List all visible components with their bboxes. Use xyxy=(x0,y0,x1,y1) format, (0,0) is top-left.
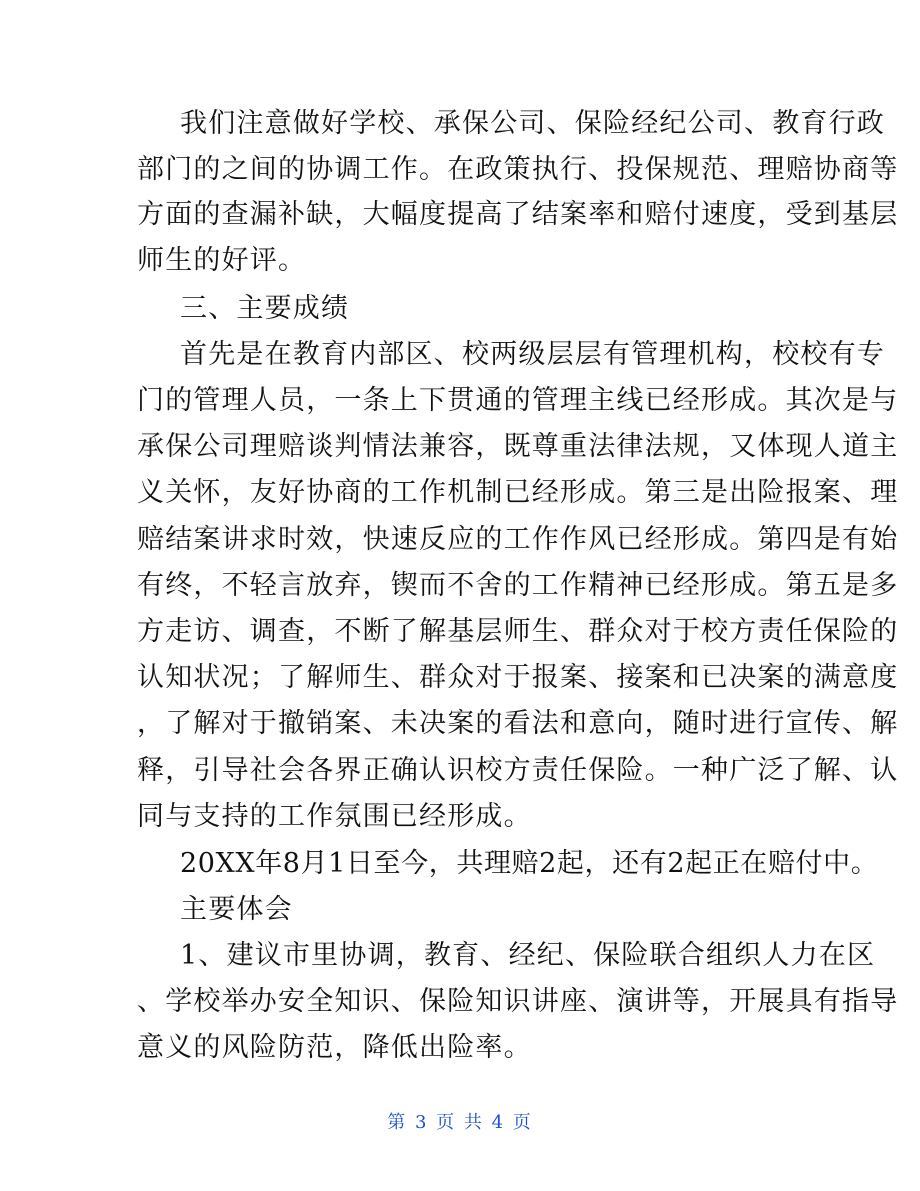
section-heading-main-achievements: 三、主要成绩 xyxy=(180,293,350,324)
paragraph-2-line-5: 赔结案讲求时效，快速反应的工作作风已经形成。第四是有始 xyxy=(137,524,899,555)
paragraph-3-line-3: 意义的风险防范，降低出险率。 xyxy=(137,1032,532,1063)
paragraph-2-line-7: 方走访、调查，不断了解基层师生、群众对于校方责任保险的 xyxy=(137,616,899,647)
paragraph-2-line-2: 门的管理人员，一条上下贯通的管理主线已经形成。其次是与 xyxy=(137,385,899,416)
paragraph-2-line-11: 同与支持的工作氛围已经形成。 xyxy=(137,801,532,832)
paragraph-2-line-3: 承保公司理赔谈判情法兼容，既尊重法律法规，又体现人道主 xyxy=(137,431,899,462)
paragraph-2-line-10: 释，引导社会各界正确认识校方责任保险。一种广泛了解、认 xyxy=(137,755,899,786)
claims-statement: 20XX年8月1日至今，共理赔2起，还有2起正在赔付中。 xyxy=(180,848,879,879)
paragraph-1-line-1: 我们注意做好学校、承保公司、保险经纪公司、教育行政 xyxy=(180,108,885,139)
paragraph-2-line-8: 认知状况；了解师生、群众对于报案、接案和已决案的满意度 xyxy=(137,662,899,693)
paragraph-1-line-4: 师生的好评。 xyxy=(137,245,307,276)
paragraph-2-line-1: 首先是在教育内部区、校两级层层有管理机构，校校有专 xyxy=(180,339,885,370)
paragraph-2-line-6: 有终，不轻言放弃，锲而不舍的工作精神已经形成。第五是多 xyxy=(137,570,899,601)
paragraph-2-line-4: 义关怀，友好协商的工作机制已经形成。第三是出险报案、理 xyxy=(137,477,899,508)
paragraph-2-line-9: ，了解对于撤销案、未决案的看法和意向，随时进行宣传、解 xyxy=(137,708,899,739)
paragraph-1-line-3: 方面的查漏补缺，大幅度提高了结案率和赔付速度，受到基层 xyxy=(137,199,899,230)
page-number-footer: 第 3 页 共 4 页 xyxy=(387,1112,533,1133)
section-heading-main-experience: 主要体会 xyxy=(180,894,293,925)
paragraph-3-line-1: 1、建议市里协调，教育、经纪、保险联合组织人力在区 xyxy=(180,940,876,971)
paragraph-1-line-2: 部门的之间的协调工作。在政策执行、投保规范、理赔协商等 xyxy=(137,154,899,185)
paragraph-3-line-2: 、学校举办安全知识、保险知识讲座、演讲等，开展具有指导 xyxy=(137,986,899,1017)
